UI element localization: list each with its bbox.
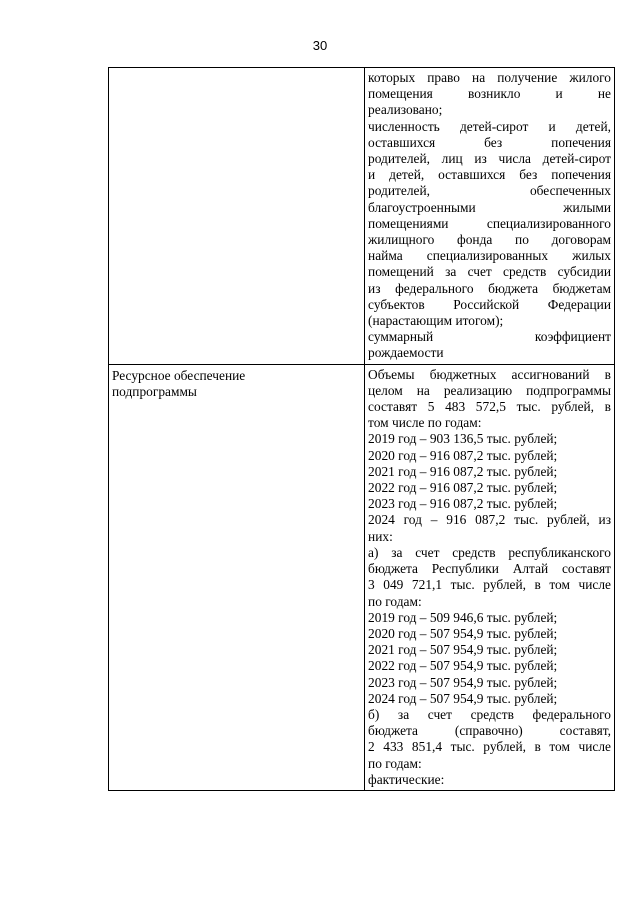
- row1.right_lines-line: оставшихся без попечения: [368, 134, 611, 150]
- row1.right_lines-line: помещениями специализированного: [368, 215, 611, 231]
- row2.left_lines-line: Ресурсное обеспечение: [112, 367, 246, 383]
- row2.right_lines-line: целом на реализацию подпрограммы: [368, 382, 611, 398]
- row2.right_lines-line: по годам:: [368, 755, 422, 771]
- row1.right_lines-line: суммарный коэффициент: [368, 329, 611, 345]
- row2.right_lines-line: Объемы бюджетных ассигнований в: [368, 366, 611, 382]
- row2.right_lines-line: 2021 год – 507 954,9 тыс. рублей;: [368, 642, 558, 658]
- row2.right_lines-line: 2022 год – 916 087,2 тыс. рублей;: [368, 480, 558, 496]
- row2.right_lines-line: составят 5 483 572,5 тыс. рублей, в: [368, 399, 611, 415]
- row2.right_lines-line: б) за счет средств федерального: [368, 706, 611, 722]
- row2.right_lines-line: 2023 год – 916 087,2 тыс. рублей;: [368, 496, 558, 512]
- row2.right_lines-line: по годам:: [368, 593, 422, 609]
- row2.right_lines-line: 3 049 721,1 тыс. рублей, в том числе: [368, 577, 611, 593]
- row2.right_lines-line: 2 433 851,4 тыс. рублей, в том числе: [368, 739, 611, 755]
- row2.right_lines-line: 2024 год – 916 087,2 тыс. рублей, из: [368, 512, 611, 528]
- table-row: [109, 364, 615, 790]
- row2.right_lines-line: 2020 год – 507 954,9 тыс. рублей;: [368, 625, 558, 641]
- row1.right_lines-line: рождаемости: [368, 345, 444, 361]
- subprogram-passport-table: [108, 67, 615, 791]
- row1.right_lines-line: помещения возникло и не: [368, 86, 611, 102]
- row1.right_lines-line: (нарастающим итогом);: [368, 313, 504, 329]
- resource-provision-value-cell: [365, 364, 615, 790]
- row1.right_lines-line: реализовано;: [368, 102, 443, 118]
- row2.right_lines-line: 2023 год – 507 954,9 тыс. рублей;: [368, 674, 558, 690]
- resource-provision-label-cell: [109, 364, 365, 790]
- row2.right_lines-line: 2020 год – 916 087,2 тыс. рублей;: [368, 447, 558, 463]
- row1-right-cell: [365, 68, 615, 365]
- row1.right_lines-line: жилищного фонда по договорам: [368, 232, 611, 248]
- row1.right_lines-line: которых право на получение жилого: [368, 70, 611, 85]
- row1-left-cell: [109, 68, 365, 365]
- row2.right_lines-line: бюджета (справочно) составят,: [368, 723, 611, 739]
- row1.right_lines-line: родителей, лиц из числа детей-сирот: [368, 151, 611, 167]
- row2.right_lines-line: том числе по годам:: [368, 415, 482, 431]
- row2.right_lines-line: 2019 год – 509 946,6 тыс. рублей;: [368, 609, 558, 625]
- row1.right_lines-line: родителей, обеспеченных: [368, 183, 611, 199]
- row2.right_lines-line: а) за счет средств республиканского: [368, 544, 611, 560]
- row1.right_lines-line: из федерального бюджета бюджетам: [368, 280, 611, 296]
- row2.right_lines-line: бюджета Республики Алтай составят: [368, 561, 611, 577]
- row1.right_lines-line: помещений за счет средств субсидии: [368, 264, 611, 280]
- row2.right_lines-line: 2019 год – 903 136,5 тыс. рублей;: [368, 431, 558, 447]
- row2.right_lines-line: них:: [368, 528, 393, 544]
- row1.right_lines-line: численность детей-сирот и детей,: [368, 118, 611, 134]
- row1.right_lines-line: субъектов Российской Федерации: [368, 296, 611, 312]
- row1.right_lines-line: и детей, оставшихся без попечения: [368, 167, 611, 183]
- row2.right_lines-line: 2022 год – 507 954,9 тыс. рублей;: [368, 658, 558, 674]
- row2.right_lines-line: 2024 год – 507 954,9 тыс. рублей;: [368, 690, 558, 706]
- row1.right_lines-line: найма специализированных жилых: [368, 248, 611, 264]
- row2.right_lines-line: фактические:: [368, 771, 445, 787]
- row2.left_lines-line: подпрограммы: [112, 383, 197, 399]
- row1.right_lines-line: благоустроенными жилыми: [368, 199, 611, 215]
- table-row: [109, 68, 615, 365]
- page-number: 30: [312, 38, 328, 53]
- row2.right_lines-line: 2021 год – 916 087,2 тыс. рублей;: [368, 463, 558, 479]
